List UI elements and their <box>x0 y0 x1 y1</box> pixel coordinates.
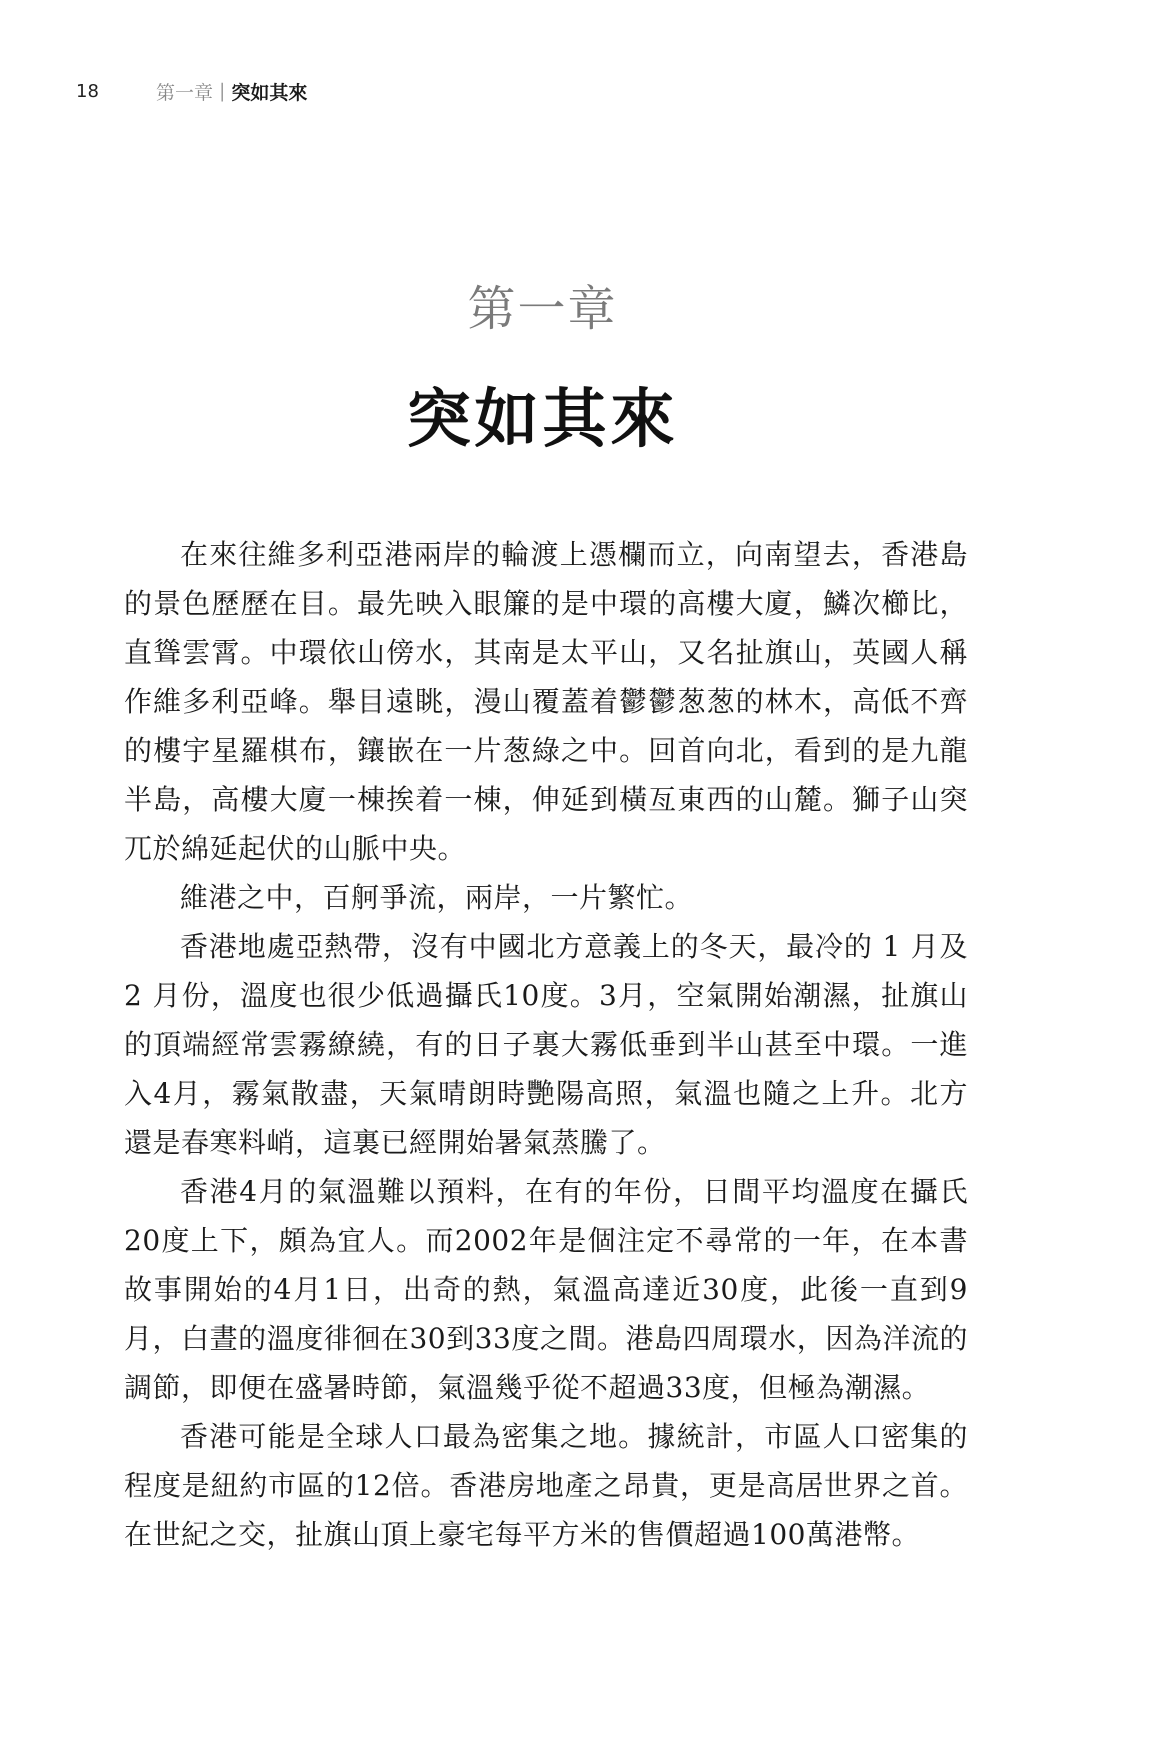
paragraph: 香港地處亞熱帶，沒有中國北方意義上的冬天，最冷的 1 月及 2 月份，溫度也很少低過攝氏10度。3月，空氣開始潮濕，扯旗山的頂端經常雲霧繚繞，有的日子裏大霧低垂到半山甚至中環。一進入4月，霧氣散盡，天氣晴朗時艷陽高照，氣溫也隨之上升。北方還是春寒料峭，這裏已經開始暑氣蒸騰了。 <box>124 930 968 1159</box>
running-header <box>76 76 307 106</box>
paragraph: 在來往維多利亞港兩岸的輪渡上憑欄而立，向南望去，香港島的景色歷歷在目。最先映入眼簾的是中環的高樓大廈，鱗次櫛比，直聳雲霄。中環依山傍水，其南是太平山，又名扯旗山，英國人稱作維多利亞峰。舉目遠眺，漫山覆蓋着鬱鬱葱葱的林木，高低不齊的樓宇星羅棋布，鑲嵌在一片葱綠之中。回首向北，看到的是九龍半島，高樓大廈一棟挨着一棟，伸延到橫亙東西的山麓。獅子山突兀於綿延起伏的山脈中央。 <box>124 538 968 865</box>
paragraph: 維港之中，百舸爭流，兩岸，一片繁忙。 <box>180 881 694 914</box>
header-title: 突如其來 <box>231 81 308 104</box>
body-text <box>124 530 968 1559</box>
header-separator: | <box>219 80 226 102</box>
paragraph: 香港可能是全球人口最為密集之地。據統計，市區人口密集的程度是紐約市區的12倍。香港房地產之昂貴，更是高居世界之首。在世紀之交，扯旗山頂上豪宅每平方米的售價超過100萬港幣。 <box>124 1420 968 1551</box>
chapter-title: 突如其來 <box>406 382 679 457</box>
chapter-label: 第一章 <box>467 281 618 337</box>
paragraph: 香港4月的氣溫難以預料，在有的年份，日間平均溫度在攝氏20度上下，頗為宜人。而2002年是個注定不尋常的一年，在本書故事開始的4月1日，出奇的熱，氣溫高達近30度，此後一直到9月，白晝的溫度徘徊在30到33度之間。港島四周環水，因為洋流的調節，即便在盛暑時節，氣溫幾乎從不超過33度，但極為潮濕。 <box>124 1175 968 1404</box>
header-chapter: 第一章 <box>156 81 214 104</box>
page-number: 18 <box>76 80 99 102</box>
